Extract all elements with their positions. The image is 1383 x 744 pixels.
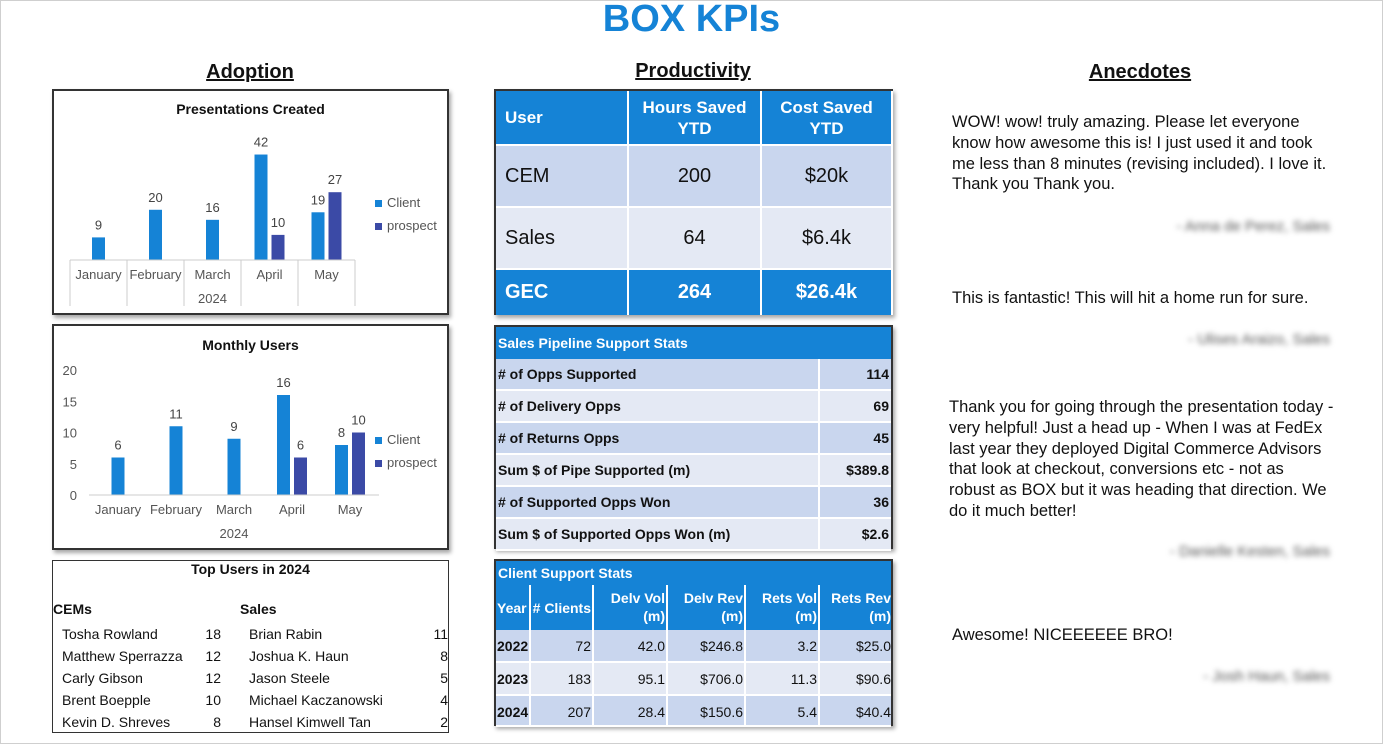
cem-count: 8 <box>213 714 221 730</box>
chart-title: Monthly Users <box>202 337 299 353</box>
anecdote-author: - Ulises Araizo, Sales <box>1188 331 1330 348</box>
pipeline-row-value: 36 <box>873 494 889 510</box>
row-sales-cost: $6.4k <box>762 208 893 270</box>
x-group-label: 2024 <box>198 291 227 306</box>
anecdote-author: - Anna de Perez, Sales <box>1176 218 1330 235</box>
cem-name: Brent Boepple <box>62 692 151 708</box>
pipeline-row-value: 69 <box>873 398 889 414</box>
client-bar <box>335 445 348 495</box>
cell-rets-rev: $40.4 <box>855 704 891 720</box>
cell-clients: 207 <box>567 704 591 720</box>
x-group-label: 2024 <box>219 526 249 541</box>
cell-delv-rev: $246.8 <box>700 638 743 654</box>
anecdote-quote: Awesome! NICEEEEEE BRO! <box>952 626 1173 644</box>
cell-delv-vol: 42.0 <box>637 638 665 654</box>
chart-title: Presentations Created <box>176 101 325 117</box>
sales-name: Jason Steele <box>249 670 330 686</box>
cell-rets-rev: $25.0 <box>855 638 891 654</box>
anecdote-quote: This is fantastic! This will hit a home run for sure. <box>952 289 1309 307</box>
top-users-panel <box>52 560 449 733</box>
anecdote-quote: WOW! wow! truly amazing. Please let everyone know how awesome this is! I just used it and took me less than 8 minutes (revising included). I love it. Thank you Thank you. <box>952 113 1327 194</box>
pipeline-row-label: Sum $ of Supported Opps Won (m) <box>498 526 731 542</box>
pipeline-row-label: # of Returns Opps <box>498 430 620 446</box>
legend-prospect-swatch <box>375 223 382 230</box>
presentations-chart-panel <box>52 89 449 315</box>
x-tick-label: March <box>194 267 231 282</box>
data-label: 42 <box>253 134 269 150</box>
adoption-heading: Adoption <box>206 61 294 83</box>
pipeline-row-label: # of Supported Opps Won <box>498 494 671 510</box>
anecdote-author: - Danielle Kesten, Sales <box>1169 543 1330 560</box>
cell-rets-vol: 11.3 <box>790 671 817 687</box>
sales-name: Hansel Kimwell Tan <box>249 714 371 730</box>
x-tick-label: April <box>256 267 283 282</box>
client-bar <box>206 220 219 260</box>
cem-name: Tosha Rowland <box>62 626 158 642</box>
data-label: 6 <box>114 437 122 453</box>
legend-label: Client <box>387 432 421 447</box>
sales-count: 2 <box>440 714 448 730</box>
row-total-user: GEC <box>496 270 629 315</box>
legend-label: prospect <box>387 218 437 233</box>
page-title: BOX KPIs <box>602 0 781 40</box>
data-label: 10 <box>270 214 286 230</box>
data-label: 6 <box>296 437 305 453</box>
prospect-bar <box>272 235 285 260</box>
pipeline-row <box>496 391 891 423</box>
pipeline-row <box>496 519 891 551</box>
header-rets-vol: Rets Vol (m) <box>762 590 817 624</box>
sales-name: Joshua K. Haun <box>249 648 349 664</box>
cem-count: 12 <box>205 648 221 664</box>
anecdotes-heading: Anecdotes <box>1088 61 1192 83</box>
row-cem-cost: $20k <box>762 146 893 208</box>
x-tick-label: May <box>337 502 363 517</box>
data-label: 8 <box>337 425 346 440</box>
x-tick-label: April <box>278 502 306 517</box>
x-tick-label: March <box>215 502 253 517</box>
pipeline-row-label: # of Opps Supported <box>498 366 637 382</box>
client-bar <box>255 155 268 260</box>
data-label: 9 <box>230 418 238 434</box>
header-rets-rev: Rets Rev (m) <box>831 590 891 624</box>
column-divider <box>818 585 820 726</box>
column-divider <box>592 585 594 726</box>
row-cem-hours: 200 <box>629 146 762 208</box>
cems-header: CEMs <box>53 601 92 617</box>
header-user: User <box>496 91 629 146</box>
column-divider <box>818 487 820 517</box>
sales-count: 5 <box>440 670 448 686</box>
legend-client-swatch <box>375 437 382 444</box>
x-tick-label: February <box>129 267 182 282</box>
pipeline-title: Sales Pipeline Support Stats <box>496 327 891 359</box>
anecdote-quote: Thank you for going through the presentation today - very helpful! Just a head up - When I was at FedEx last year they deployed Digital Commerce Advisors that look at checkout, conversions etc - not as robust as BOX but it was heading that direction. We do it much better! <box>949 398 1334 520</box>
client-bar <box>149 210 162 260</box>
client-bar <box>112 458 125 496</box>
sales-count: 4 <box>440 692 448 708</box>
column-divider <box>818 391 820 421</box>
sales-name: Michael Kaczanowski <box>249 692 383 708</box>
cell-clients: 72 <box>575 638 591 654</box>
productivity-table <box>494 89 893 315</box>
pipeline-row-value: 114 <box>866 366 889 382</box>
y-tick-label: 15 <box>62 394 77 410</box>
x-tick-label: January <box>94 502 142 517</box>
header-cost-saved: Cost Saved YTD <box>762 91 893 146</box>
cem-count: 10 <box>205 692 221 708</box>
data-label: 10 <box>351 412 366 428</box>
monthly-users-chart-panel <box>52 324 449 550</box>
presentations-chart <box>54 91 447 313</box>
x-tick-label: May <box>314 267 339 282</box>
cell-year: 2022 <box>497 638 529 654</box>
header-delv-vol: Delv Vol (m) <box>610 590 665 624</box>
header-year: Year <box>497 600 527 616</box>
header-clients: # Clients <box>532 600 591 616</box>
prospect-bar <box>329 192 342 260</box>
y-tick-label: 5 <box>69 456 77 472</box>
cem-count: 12 <box>205 670 221 686</box>
header-delv-rev: Delv Rev (m) <box>683 590 743 624</box>
pipeline-row-label: # of Delivery Opps <box>498 398 621 414</box>
pipeline-row-value: $2.6 <box>861 526 889 542</box>
y-tick-label: 0 <box>69 488 77 503</box>
sales-name: Brian Rabin <box>249 626 323 642</box>
column-divider <box>818 455 820 485</box>
cem-name: Carly Gibson <box>62 670 143 686</box>
column-divider <box>818 423 820 453</box>
client-stats-table <box>494 559 893 726</box>
data-label: 20 <box>148 189 163 205</box>
client-bar <box>312 212 325 260</box>
cell-rets-vol: 3.2 <box>797 638 817 654</box>
header-hours-saved: Hours Saved YTD <box>629 91 762 146</box>
row-sales-user: Sales <box>496 208 629 270</box>
cem-name: Matthew Sperrazza <box>62 648 183 664</box>
data-label: 19 <box>310 192 326 208</box>
y-tick-label: 10 <box>62 425 77 441</box>
data-label: 9 <box>94 217 103 233</box>
row-sales-hours: 64 <box>629 208 762 270</box>
top-users-title: Top Users in 2024 <box>191 561 310 577</box>
cell-delv-rev: $150.6 <box>700 704 743 720</box>
column-divider <box>666 585 668 726</box>
legend-prospect-swatch <box>375 460 382 467</box>
monthly-users-chart <box>54 326 447 548</box>
x-tick-label: February <box>149 502 203 517</box>
sales-count: 11 <box>433 626 448 642</box>
cell-delv-rev: $706.0 <box>700 671 743 687</box>
pipeline-row <box>496 359 891 391</box>
client-bar <box>277 395 290 495</box>
prospect-bar <box>294 458 307 496</box>
cell-delv-vol: 95.1 <box>637 671 665 687</box>
column-divider <box>818 519 820 549</box>
pipeline-row-label: Sum $ of Pipe Supported (m) <box>498 462 691 478</box>
cem-count: 18 <box>205 626 221 642</box>
pipeline-row <box>496 455 891 487</box>
legend-label: prospect <box>387 455 437 470</box>
cell-rets-vol: 5.4 <box>797 704 817 720</box>
productivity-heading: Productivity <box>635 60 751 82</box>
pipeline-row <box>496 487 891 519</box>
data-label: 27 <box>327 172 343 188</box>
client-stats-title: Client Support Stats <box>496 561 891 585</box>
anecdote-author: - Josh Haun, Sales <box>1203 668 1330 685</box>
client-bar <box>228 439 241 495</box>
x-tick-label: January <box>75 267 122 282</box>
cell-year: 2024 <box>497 704 529 720</box>
sales-header: Sales <box>240 601 277 617</box>
prospect-bar <box>352 433 365 496</box>
pipeline-table <box>494 325 893 549</box>
data-label: 11 <box>169 406 183 422</box>
sales-count: 8 <box>440 648 448 664</box>
pipeline-row <box>496 423 891 455</box>
legend-client-swatch <box>375 200 382 207</box>
cell-clients: 183 <box>567 671 591 687</box>
row-cem-user: CEM <box>496 146 629 208</box>
y-tick-label: 20 <box>62 363 77 378</box>
cell-year: 2023 <box>497 671 529 687</box>
column-divider <box>818 359 820 389</box>
client-bar <box>92 237 105 260</box>
cem-name: Kevin D. Shreves <box>62 714 171 730</box>
data-label: 16 <box>205 199 220 215</box>
legend-label: Client <box>387 195 421 210</box>
row-total-cost: $26.4k <box>762 270 893 315</box>
column-divider <box>744 585 746 726</box>
row-total-hours: 264 <box>629 270 762 315</box>
cell-delv-vol: 28.4 <box>637 704 665 720</box>
pipeline-row-value: $389.8 <box>846 462 889 478</box>
cell-rets-rev: $90.6 <box>855 671 891 687</box>
data-label: 16 <box>276 375 291 390</box>
pipeline-row-value: 45 <box>873 430 889 446</box>
client-bar <box>170 426 183 495</box>
column-divider <box>529 585 531 726</box>
